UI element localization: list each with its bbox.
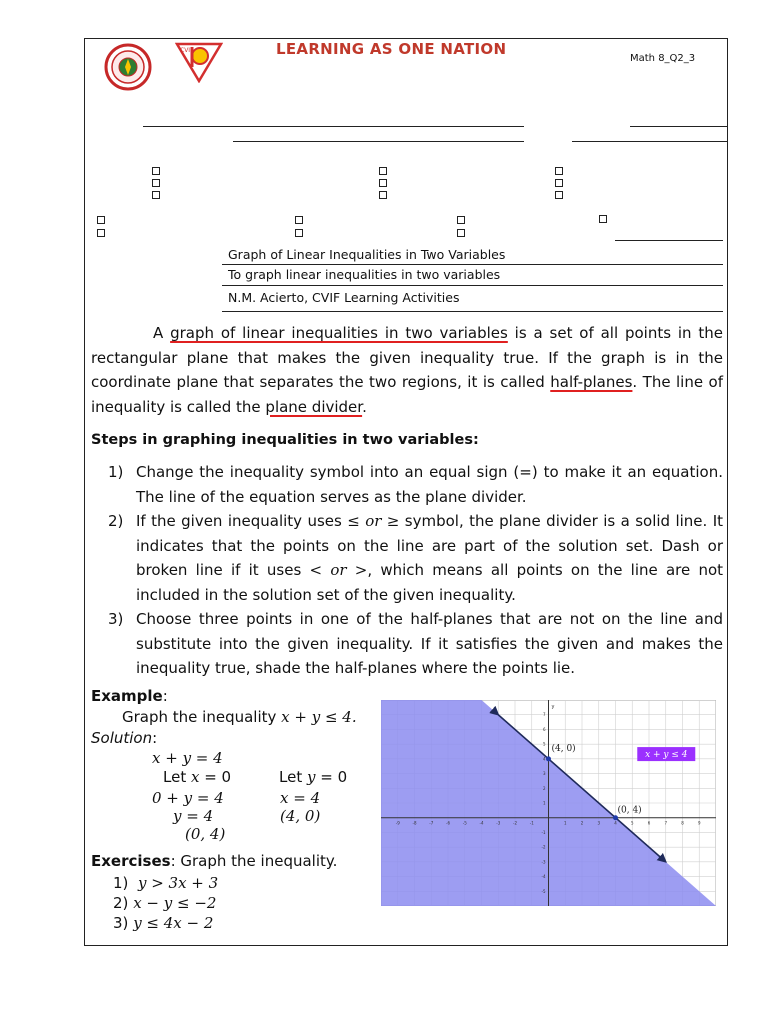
intro-text: .: [362, 397, 367, 416]
inequality-graph: [381, 700, 716, 906]
steps-list: [108, 460, 723, 681]
x-tick-label: 3: [597, 820, 601, 826]
equation: x + y = 4: [152, 749, 223, 767]
exercise-item: [113, 914, 213, 932]
exercise-item: [113, 894, 216, 912]
checkbox[interactable]: [97, 216, 105, 224]
exercise-expression: y ≤ 4x − 2: [133, 914, 214, 932]
example-label-row: [91, 687, 168, 705]
y-tick-label: -1: [541, 829, 546, 835]
exercise-expression: x − y ≤ −2: [133, 894, 217, 912]
checkbox[interactable]: [555, 179, 563, 187]
exercise-item: [113, 874, 218, 892]
step-number: 3): [108, 610, 124, 628]
y-tick-label: 2: [542, 785, 546, 791]
x-tick-label: 5: [630, 820, 634, 826]
intro-text: A: [153, 324, 171, 342]
x-tick-label: -8: [412, 820, 417, 826]
step-text: Choose three points in one of the half-planes that are not on the line and substitute into the given inequality. If it satisfies the given and makes the inequality true, shade the half-planes where the points lie.: [136, 610, 723, 677]
term-half-planes: half-planes: [550, 373, 633, 391]
cvif-logo: [175, 41, 223, 83]
checkbox[interactable]: [97, 229, 105, 237]
checkbox[interactable]: [379, 179, 387, 187]
work-row3-left: (0, 4): [185, 825, 226, 843]
var-y: y: [306, 768, 316, 786]
step-item: [108, 607, 723, 681]
step-text: Change the inequality symbol into an equal sign (=) to make it an equation. The line of the equation serves as the plane divider.: [136, 463, 723, 506]
example-prompt: [122, 708, 357, 726]
exercise-expression: y > 3x + 3: [137, 874, 219, 892]
form-line: [630, 126, 728, 127]
page-title: LEARNING AS ONE NATION: [276, 40, 507, 58]
example-inequality: x + y ≤ 4.: [281, 708, 357, 726]
x-tick-label: 4: [614, 820, 617, 826]
checkbox[interactable]: [379, 191, 387, 199]
y-tick-label: 6: [542, 726, 546, 732]
let-y: [279, 768, 347, 786]
x-tick-label: 9: [697, 820, 701, 826]
term-graph-of-linear-inequalities: graph of linear inequalities in two variables: [170, 324, 508, 342]
intercept-point: [613, 815, 618, 820]
exercise-number: 2): [113, 894, 129, 912]
form-line: [143, 126, 524, 127]
y-tick-label: -4: [541, 874, 546, 880]
x-tick-label: 1: [563, 820, 567, 826]
math-symbol: < or >: [309, 561, 368, 579]
let-text: = 0: [199, 768, 232, 786]
example-colon: :: [162, 687, 168, 705]
exercises-heading: [91, 852, 337, 870]
example-prompt-text: Graph the inequality: [122, 708, 282, 726]
x-tick-label: 7: [664, 820, 668, 826]
point-label: (4, 0): [551, 743, 576, 754]
step-text-part: If the given inequality uses: [136, 512, 348, 530]
let-text: = 0: [315, 768, 348, 786]
step-text: [136, 509, 723, 607]
y-tick-label: -5: [541, 888, 546, 894]
checkbox[interactable]: [152, 167, 160, 175]
y-tick-label: -3: [541, 859, 546, 865]
y-tick-label: 1: [542, 800, 546, 806]
work-row2-right: (4, 0): [280, 807, 321, 825]
lesson-code: Math 8_Q2_3: [630, 53, 696, 64]
step-text-part: , which means all points on the line are not included in the solution set of the given inequality.: [136, 561, 724, 604]
checkbox[interactable]: [379, 167, 387, 175]
svg-text:CVIF: CVIF: [180, 47, 194, 54]
checkbox[interactable]: [152, 179, 160, 187]
x-tick-label: 8: [681, 820, 684, 826]
step-item: [108, 460, 723, 509]
exercises-label: Exercises: [91, 852, 171, 870]
lesson-source: N.M. Acierto, CVIF Learning Activities: [228, 290, 460, 305]
intro-text: is a set of all points in the rectangular plane that makes the given inequality true. If the graph is in the coordinate plane that separates the two regions, it is called: [91, 324, 723, 391]
checkbox[interactable]: [457, 229, 465, 237]
x-tick-label: -9: [395, 820, 400, 826]
divider: [222, 311, 723, 312]
checkbox[interactable]: [555, 191, 563, 199]
x-tick-label: 2: [580, 820, 584, 826]
x-tick-label: -1: [529, 820, 534, 826]
let-x: [163, 768, 231, 786]
work-row1-left: 0 + y = 4: [152, 789, 224, 807]
y-tick-label: 3: [542, 771, 546, 777]
solution-label: Solution: [91, 729, 153, 747]
form-line: [615, 240, 723, 241]
school-seal-logo: [104, 43, 152, 91]
y-tick-label: 5: [542, 741, 546, 747]
y-axis-label: y: [551, 704, 555, 710]
x-tick-label: -7: [429, 820, 434, 826]
intro-text: . The line of inequality is called the: [91, 373, 723, 416]
point-label: (0, 4): [617, 805, 642, 816]
step-number: 1): [108, 463, 124, 481]
y-tick-label: 4: [542, 756, 546, 762]
work-row2-left: y = 4: [173, 807, 214, 825]
y-tick-label: -2: [541, 844, 546, 850]
checkbox[interactable]: [295, 216, 303, 224]
intro-paragraph: [91, 321, 723, 419]
solution-label-row: [91, 729, 157, 747]
x-tick-label: -6: [446, 820, 450, 826]
checkbox[interactable]: [457, 216, 465, 224]
checkbox[interactable]: [555, 167, 563, 175]
let-text: Let: [279, 768, 307, 786]
exercise-number: 3): [113, 914, 129, 932]
step-item: [108, 509, 723, 607]
work-row1-right: x = 4: [280, 789, 321, 807]
step-text-part: symbol, the plane divider is a solid line. It indicates that the points on the line are part of the solution set. Dash or broken line if it uses: [136, 512, 724, 579]
lesson-topic: Graph of Linear Inequalities in Two Variables: [228, 247, 506, 262]
divider: [222, 285, 723, 286]
term-plane-divider: plane divider: [265, 397, 363, 416]
checkbox[interactable]: [152, 191, 160, 199]
step-number: 2): [108, 512, 124, 530]
form-line: [233, 141, 524, 142]
steps-heading: Steps in graphing inequalities in two variables:: [91, 432, 479, 448]
example-label: Example: [91, 687, 163, 705]
let-text: Let: [163, 768, 191, 786]
var-x: x: [190, 768, 200, 786]
checkbox[interactable]: [295, 229, 303, 237]
graph-annotation: [637, 747, 695, 761]
exercises-intro: : Graph the inequality.: [170, 852, 338, 870]
checkbox[interactable]: [599, 215, 607, 223]
annotation-text: x + y ≤ 4: [645, 750, 688, 761]
y-tick-label: 7: [542, 712, 546, 718]
x-tick-label: -2: [513, 820, 517, 826]
exercise-number: 1): [113, 874, 129, 892]
lesson-objective: To graph linear inequalities in two variables: [228, 267, 501, 282]
x-tick-label: -4: [479, 820, 484, 826]
x-tick-label: -5: [462, 820, 467, 826]
intercept-point: [546, 756, 551, 761]
x-tick-label: -3: [496, 820, 501, 826]
x-tick-label: 6: [647, 820, 651, 826]
math-symbol: ≤ or ≥: [347, 512, 400, 530]
form-line: [572, 141, 728, 142]
divider: [222, 264, 723, 265]
solution-colon: :: [152, 729, 158, 747]
